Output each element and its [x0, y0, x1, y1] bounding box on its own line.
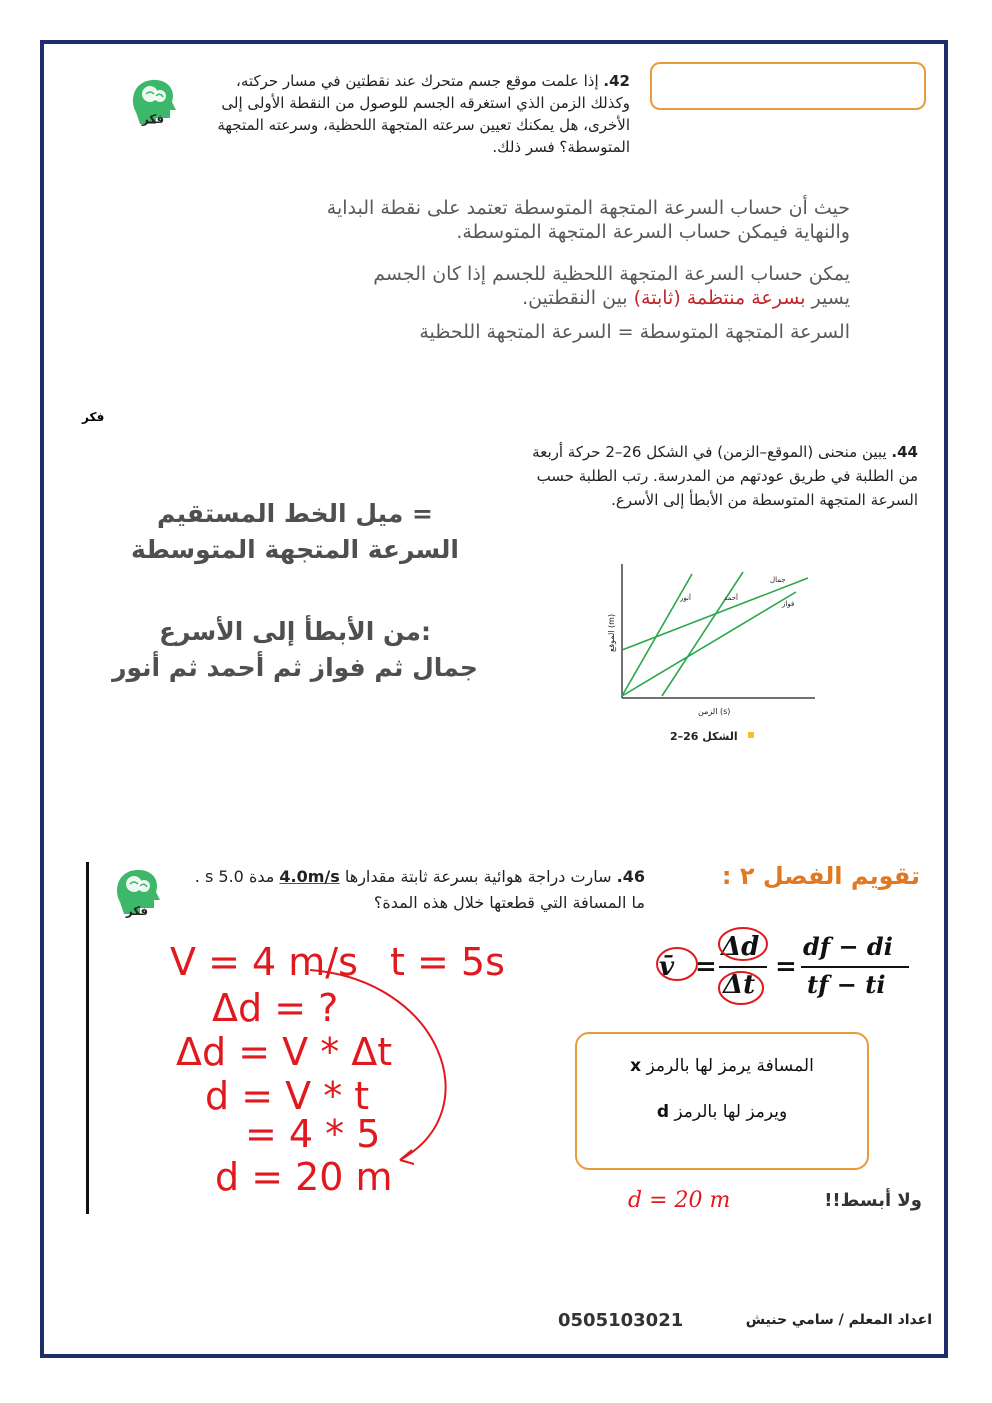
formula-equals: =: [695, 952, 717, 982]
question-46: [185, 864, 645, 916]
chapter-assessment-label: تقويم الفصل ٢ :: [721, 862, 920, 890]
formula-bar-2: [801, 966, 909, 968]
average-velocity-formula: [655, 932, 915, 1004]
answer-line: السرعة المتجهة المتوسطة = السرعة المتجهة اللحظية: [419, 321, 850, 343]
final-answer: d = 20 m: [628, 1188, 731, 1213]
question-number: 42.: [603, 72, 630, 90]
red-circle-annotations: [655, 926, 775, 1010]
question-text: إذا علمت موقع جسم متحرك عند نقطتين في مسار حركته، وكذلك الزمن الذي استغرقه الجسم للوصول من النقطة الأولى إلى الأخرى، هل يمكنك تعيين سرعته المتجهة اللحظية، وسرعته المتجهة المتوسطة؟ فسر ذلك.: [217, 72, 630, 156]
question-42: [210, 70, 630, 158]
hw-delta-d: Δd = ?: [212, 986, 339, 1030]
hw-equation-1: Δd = V * Δt: [176, 1030, 393, 1074]
note-symbol-x: x: [630, 1056, 642, 1076]
line-label-fawaz: فواز: [782, 600, 795, 608]
answer-text: بين النقطتين.: [522, 287, 628, 309]
answer-highlight: بسرعة منتظمة (ثابتة): [633, 287, 806, 309]
answer-line: ميل الخط المستقيم =: [157, 499, 433, 528]
formula-num-2: df − di: [803, 932, 893, 961]
formula-equals: =: [775, 952, 797, 982]
formula-lhs: v̄: [659, 952, 675, 982]
line-label-jamal: جمال: [770, 576, 786, 584]
question-text: مدة 5.0 s . ما المسافة التي قطعتها خلال هذه المدة؟: [194, 867, 645, 912]
answer-line: والنهاية فيمكن حساب السرعة المتجهة المتوسطة.: [456, 221, 850, 243]
formula-den-2: tf − ti: [807, 970, 886, 999]
answer-line: يمكن حساب السرعة المتجهة اللحظية للجسم إذا كان الجسم: [373, 263, 850, 285]
question-44: [510, 440, 918, 512]
line-label-ahmad: أحمد: [724, 594, 738, 602]
answer-line: جمال ثم فواز ثم أحمد ثم أنور: [112, 653, 478, 682]
graph-line-jamal: [622, 578, 808, 650]
graph-line-ahmad: [662, 572, 743, 696]
caption-marker: [748, 732, 754, 738]
hw-equation-3: = 4 * 5: [245, 1112, 381, 1156]
note-symbol-d: d: [656, 1102, 669, 1122]
hw-result: d = 20 m: [215, 1155, 393, 1199]
graph-line-anwar: [622, 574, 692, 696]
graph-svg: [600, 560, 820, 750]
hw-equation-2: d = V * t: [205, 1074, 370, 1118]
formula-den-1: Δt: [723, 970, 756, 1000]
final-label: ولا أبسط!!: [824, 1190, 922, 1211]
left-margin-bar: [86, 862, 89, 1214]
hw-arrow: [300, 960, 470, 1170]
speed-value: 4.0m/s: [279, 867, 340, 886]
figure-caption: الشكل 26–2: [670, 730, 738, 743]
y-axis-label: الموقع (m): [607, 613, 616, 652]
answer-44: [105, 496, 485, 686]
formula-num-1: Δd: [721, 932, 760, 962]
symbol-note-box: [575, 1032, 869, 1170]
question-text: سارت دراجة هوائية بسرعة ثابتة مقدارها: [344, 867, 612, 886]
position-time-graph: [600, 560, 820, 750]
hw-velocity: V = 4 m/s: [170, 940, 358, 984]
think-label-q42: فكر: [141, 112, 165, 126]
answer-line: حيث أن حساب السرعة المتجهة المتوسطة تعتمد على نقطة البداية: [326, 197, 850, 219]
note-line-x: [577, 1056, 867, 1076]
note-text: المسافة يرمز لها بالرمز: [646, 1056, 814, 1076]
teacher-phone: 0505103021: [558, 1310, 684, 1331]
x-axis-label: الزمن (s): [698, 707, 731, 716]
note-text: ويرمز لها بالرمز: [674, 1102, 788, 1122]
question-number: 44.: [891, 443, 918, 461]
question-number: 46.: [616, 867, 645, 886]
question-text: يبين منحنى (الموقع–الزمن) في الشكل 26–2 حركة أربعة من الطلبة في طريق عودتهم من المدرسة. رتب الطلبة حسب السرعة المتجهة المتوسطة من الأبطأ إلى الأسرع.: [532, 443, 918, 509]
answer-box-empty: [650, 62, 926, 110]
think-label-q46: فكر: [125, 904, 149, 918]
line-label-anwar: أنور: [680, 594, 691, 602]
hw-time: t = 5s: [390, 940, 505, 984]
answer-42: [150, 196, 850, 344]
answer-line: [150, 286, 850, 310]
answer-line: من الأبطأ إلى الأسرع:: [158, 617, 432, 646]
answer-text: يسير: [811, 287, 850, 309]
graph-line-fawaz: [622, 592, 796, 696]
answer-line: السرعة المتجهة المتوسطة: [131, 535, 459, 564]
teacher-credit: اعداد المعلم / سامي حنيش: [745, 1312, 932, 1328]
note-line-d: [577, 1102, 867, 1122]
stray-label: فكر: [82, 410, 105, 424]
